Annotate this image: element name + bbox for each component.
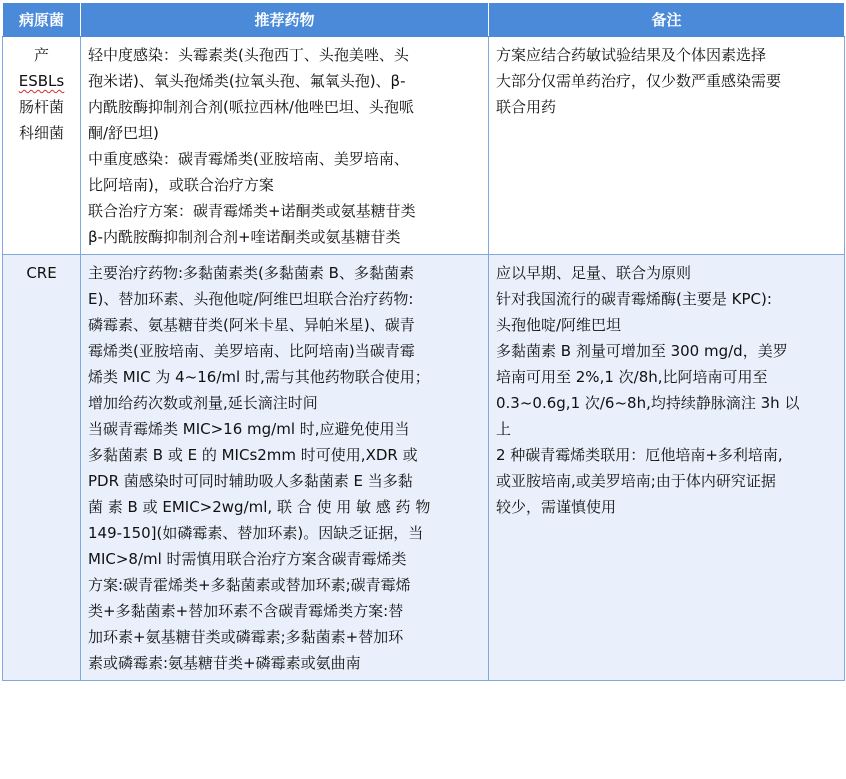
- pathogen-esbls-text: ESBLs: [18, 72, 65, 90]
- note-line: 上: [496, 420, 512, 438]
- header-notes: 备注: [489, 3, 845, 37]
- drug-line: 加环素+氨基糖苷类或磷霉素;多黏菌素+替加环: [88, 628, 404, 646]
- drug-line: 多黏菌素 B 或 E 的 MICs2mm 时可使用,XDR 或: [88, 446, 418, 464]
- drug-line: 增加给药次数或剂量,延长滴注时间: [88, 394, 318, 412]
- pathogen-line: 科细菌: [18, 124, 64, 142]
- drugs-cell: [81, 255, 489, 681]
- note-line: 方案应结合药敏试验结果及个体因素选择: [496, 46, 767, 64]
- drug-line: 孢米诺)、氧头孢烯类(拉氧头孢、氟氧头孢)、β-: [88, 72, 406, 90]
- drug-line: 磷霉素、氨基糖苷类(阿米卡星、异帕米星)、碳青: [88, 316, 415, 334]
- note-line: 0.3~0.6g,1 次/6~8h,均持续静脉滴注 3h 以: [496, 394, 800, 412]
- drug-line: 素或磷霉素:氨基糖苷类+磷霉素或氨曲南: [88, 654, 361, 672]
- drug-line: PDR 菌感染时可同时辅助吸人多黏菌素 E 当多黏: [88, 472, 413, 490]
- drug-line: 霉烯类(亚胺培南、美罗培南、比阿培南)当碳青霉: [88, 342, 415, 360]
- drug-line: 酮/舒巴坦): [88, 124, 159, 142]
- table-header-row: [3, 3, 845, 37]
- pathogen-line: 肠杆菌: [18, 98, 64, 116]
- drug-line: 菌 素 B 或 EMIC>2wg/ml, 联 合 使 用 敏 感 药 物: [88, 498, 431, 516]
- pathogen-cell: [3, 37, 81, 255]
- note-line: 联合用药: [496, 98, 557, 116]
- drug-line: 149-150](如磷霉素、替加环素)。因缺乏证据，当: [88, 524, 424, 542]
- drug-line: 比阿培南)，或联合治疗方案: [88, 176, 274, 194]
- note-line: 较少，需谨慎使用: [496, 498, 617, 516]
- drug-line: 类+多黏菌素+替加环素不含碳青霉烯类方案:替: [88, 602, 404, 620]
- drug-line: MIC>8/ml 时需慎用联合治疗方案含碳青霉烯类: [88, 550, 407, 568]
- table-row-cre: [3, 255, 845, 681]
- header-pathogen: 病原菌: [3, 3, 81, 37]
- note-line: 2 种碳青霉烯类联用：厄他培南+多利培南,: [496, 446, 783, 464]
- note-line: 或亚胺培南,或美罗培南;由于体内研究证据: [496, 472, 776, 490]
- pathogen-cell: [3, 255, 81, 681]
- drug-line: β-内酰胺酶抑制剂合剂+喹诺酮类或氨基糖苷类: [88, 228, 401, 246]
- drug-line: 联合治疗方案：碳青霉烯类+诺酮类或氨基糖苷类: [88, 202, 416, 220]
- recommended-drugs-table: [2, 2, 845, 681]
- note-line: 头孢他啶/阿维巴坦: [496, 316, 622, 334]
- note-line: 多黏菌素 B 剂量可增加至 300 mg/d，美罗: [496, 342, 788, 360]
- notes-cell: [489, 37, 845, 255]
- drug-line: 烯类 MIC 为 4~16/ml 时,需与其他药物联合使用；: [88, 368, 430, 386]
- note-line: 大部分仅需单药治疗，仅少数严重感染需要: [496, 72, 782, 90]
- note-line: 应以早期、足量、联合为原则: [496, 264, 692, 282]
- drug-line: 当碳青霉烯类 MIC>16 mg/ml 时,应避免使用当: [88, 420, 410, 438]
- header-recommended-drugs: 推荐药物: [81, 3, 489, 37]
- drug-line: 轻中度感染：头霉素类(头孢西丁、头孢美唑、头: [88, 46, 409, 64]
- note-line: 培南可用至 2%,1 次/8h,比阿培南可用至: [496, 368, 768, 386]
- pathogen-line: 产: [33, 46, 49, 64]
- table-row-esbls: [3, 37, 845, 255]
- drug-line: 主要治疗药物:多黏菌素类(多黏菌素 B、多黏菌素: [88, 264, 414, 282]
- pathogen-line: CRE: [26, 264, 57, 282]
- drugs-cell: [81, 37, 489, 255]
- note-line: 针对我国流行的碳青霉烯酶(主要是 KPC):: [496, 290, 772, 308]
- drug-line: 中重度感染：碳青霉烯类(亚胺培南、美罗培南、: [88, 150, 409, 168]
- pathogen-line: [6, 68, 77, 94]
- notes-cell: [489, 255, 845, 681]
- drug-line: 内酰胺酶抑制剂合剂(哌拉西林/他唑巴坦、头孢哌: [88, 98, 414, 116]
- drug-line: 方案:碳青霍烯类+多黏菌素或替加环素;碳青霉烯: [88, 576, 411, 594]
- drug-line: E)、替加环素、头孢他啶/阿维巴坦联合治疗药物:: [88, 290, 414, 308]
